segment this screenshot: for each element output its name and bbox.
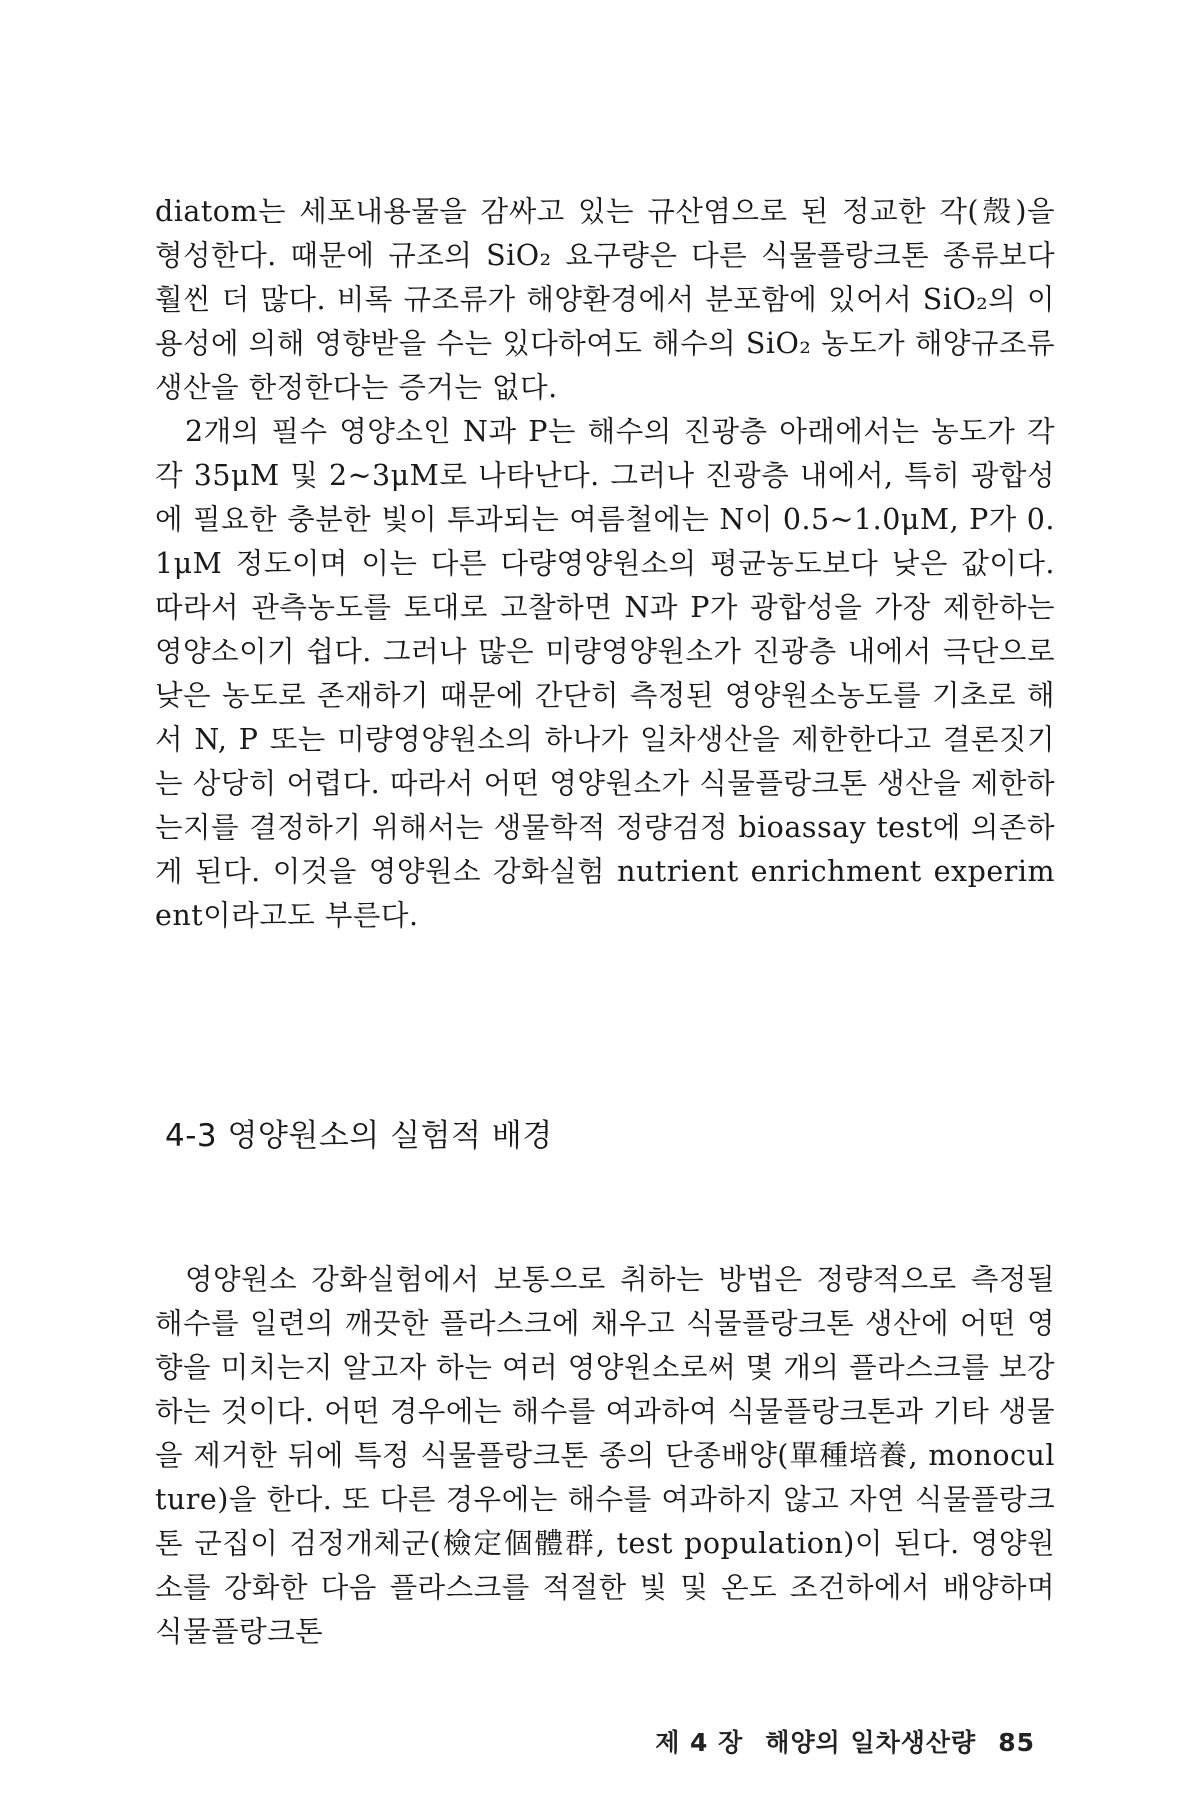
section-heading: 4-3 영양원소의 실험적 배경 (165, 1118, 553, 1154)
document-page (155, 190, 1055, 1757)
page-footer (655, 1723, 1035, 1759)
body-text-upper (155, 190, 1055, 938)
paragraph-enrichment-method: 영양원소 강화실험에서 보통으로 취하는 방법은 정량적으로 측정될 해수를 일련의 깨끗한 플라스크에 채우고 식물플랑크톤 생산에 어떤 영향을 미치는지 알고자 하는 여러 영양원소로써 몇 개의 플라스크를 보강하는 것이다. 어떤 경우에는 해수를 여과하여 식물플랑크톤과 기타 생물을 제거한 뒤에 특정 식물플랑크톤 종의 단종배양(單種培養, monoculture)을 한다. 또 다른 경우에는 해수를 여과하지 않고 자연 식물플랑크톤 군집이 검정개체군(檢定個體群, test population)이 된다. 영양원소를 강화한 다음 플라스크를 적절한 빛 및 온도 조건하에서 배양하며 식물플랑크톤 (155, 1263, 1055, 1648)
paragraph-nutrients: 2개의 필수 영양소인 N과 P는 해수의 진광층 아래에서는 농도가 각각 35μM 및 2~3μM로 나타난다. 그러나 진광층 내에서, 특히 광합성에 필요한 충분한 빛이 투과되는 여름철에는 N이 0.5~1.0μM, P가 0.1μM 정도이며 이는 다른 다량영양원소의 평균농도보다 낮은 값이다. 따라서 관측농도를 토대로 고찰하면 N과 P가 광합성을 가장 제한하는 영양소이기 쉽다. 그러나 많은 미량영양원소가 진광층 내에서 극단으로 낮은 농도로 존재하기 때문에 간단히 측정된 영양원소농도를 기초로 해서 N, P 또는 미량영양원소의 하나가 일차생산을 제한한다고 결론짓기는 상당히 어렵다. 따라서 어떤 영양원소가 식물플랑크톤 생산을 제한하는지를 결정하기 위해서는 생물학적 정량검정 bioassay test에 의존하게 된다. 이것을 영양원소 강화실험 nutrient enrichment experiment이라고도 부른다. (155, 415, 1055, 932)
footer-chapter: 제 4 장 (655, 1728, 744, 1757)
paragraph-diatom: diatom는 세포내용물을 감싸고 있는 규산염으로 된 정교한 각(殼)을 형성한다. 때문에 규조의 SiO₂ 요구량은 다른 식물플랑크톤 종류보다 훨씬 더 많다. 비록 규조류가 해양환경에서 분포함에 있어서 SiO₂의 이용성에 의해 영향받을 수는 있다하여도 해수의 SiO₂ 농도가 해양규조류 생산을 한정한다는 증거는 없다. (155, 195, 1055, 404)
footer-chapter-title: 해양의 일차생산량 (765, 1728, 977, 1757)
body-text-lower (155, 1258, 1055, 1654)
page-number: 85 (998, 1728, 1035, 1757)
